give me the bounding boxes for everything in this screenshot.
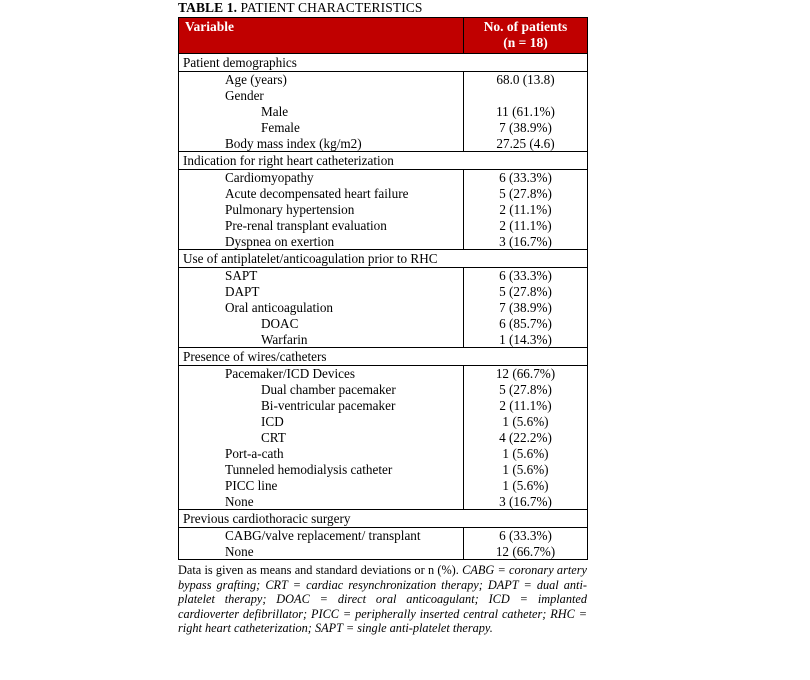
section-header-label: Previous cardiothoracic surgery xyxy=(179,510,588,528)
column-header-variable: Variable xyxy=(179,18,464,54)
row-value-cell: 6 (85.7%) xyxy=(499,316,552,331)
table-row xyxy=(179,202,588,218)
table-row xyxy=(179,88,588,104)
row-value-cell: 7 (38.9%) xyxy=(499,120,552,135)
row-label: Age (years) xyxy=(225,72,287,88)
table-row xyxy=(179,332,588,348)
row-label-cell xyxy=(179,218,464,234)
row-label-cell xyxy=(179,136,464,152)
table-caption xyxy=(178,0,587,17)
row-value-cell: 5 (27.8%) xyxy=(499,284,552,299)
row-label-cell xyxy=(179,462,464,478)
row-label: Port-a-cath xyxy=(225,446,284,461)
table-row xyxy=(179,120,588,136)
section-header-row xyxy=(179,152,588,170)
row-value-cell: 3 (16.7%) xyxy=(464,494,588,510)
table-row xyxy=(179,234,588,250)
table-row xyxy=(179,136,588,152)
row-label: ICD xyxy=(261,414,284,429)
row-label: Female xyxy=(261,120,300,135)
row-value-cell: 3 (16.7%) xyxy=(464,234,588,250)
row-label-cell xyxy=(179,202,464,218)
row-value-cell: 2 (11.1%) xyxy=(499,398,552,413)
row-label: Body mass index (kg/m2) xyxy=(225,135,362,151)
patient-characteristics-table xyxy=(178,17,588,560)
table-caption-number: TABLE 1. xyxy=(178,0,238,15)
row-label-cell xyxy=(179,268,464,284)
section-header-label: Patient demographics xyxy=(179,54,588,72)
row-label: CABG/valve replacement/ transplant xyxy=(225,528,421,544)
row-label-cell xyxy=(179,528,464,544)
row-label-cell xyxy=(179,104,464,120)
table-caption-title: PATIENT CHARACTERISTICS xyxy=(237,0,423,15)
row-label-cell xyxy=(179,300,464,316)
row-label: SAPT xyxy=(225,268,258,284)
footnote-lead: Data is given as means and standard deviations or n (%). xyxy=(178,563,463,577)
table-page xyxy=(178,0,587,636)
row-label: Oral anticoagulation xyxy=(225,300,334,315)
column-header-patients xyxy=(464,18,588,54)
row-label: PICC line xyxy=(225,478,278,493)
row-label: None xyxy=(225,493,254,509)
row-label: None xyxy=(225,543,254,559)
table-row xyxy=(179,366,588,382)
row-label-cell xyxy=(179,478,464,494)
row-label: Tunneled hemodialysis catheter xyxy=(225,462,393,477)
section-header-label: Use of antiplatelet/anticoagulation prior to RHC xyxy=(179,250,588,268)
row-label: Cardiomyopathy xyxy=(225,170,314,186)
table-row xyxy=(179,104,588,120)
table-row xyxy=(179,268,588,284)
table-row xyxy=(179,462,588,478)
table-row xyxy=(179,494,588,510)
section-header-label: Indication for right heart catheterization xyxy=(179,152,588,170)
table-row xyxy=(179,544,588,560)
row-label: Pre-renal transplant evaluation xyxy=(225,218,387,233)
column-header-patients-line1: No. of patients xyxy=(483,19,568,34)
section-header-row xyxy=(179,510,588,528)
row-value-cell: 12 (66.7%) xyxy=(495,366,556,382)
row-label-cell xyxy=(179,430,464,446)
row-value-cell: 12 (66.7%) xyxy=(464,544,588,560)
section-header-row xyxy=(179,54,588,72)
table-row xyxy=(179,446,588,462)
row-value-cell: 1 (14.3%) xyxy=(464,332,588,348)
table-header xyxy=(179,18,588,54)
row-value-cell: 68.0 (13.8) xyxy=(496,72,555,88)
section-header-label: Presence of wires/catheters xyxy=(179,348,588,366)
table-row xyxy=(179,300,588,316)
row-label-cell xyxy=(179,446,464,462)
section-header-row xyxy=(179,250,588,268)
row-label: DAPT xyxy=(225,284,260,299)
table-body xyxy=(179,54,588,560)
row-label: Warfarin xyxy=(261,331,308,347)
row-label: Pulmonary hypertension xyxy=(225,202,355,217)
table-row xyxy=(179,316,588,332)
row-label-cell xyxy=(179,170,464,186)
table-row xyxy=(179,284,588,300)
row-value-cell: 6 (33.3%) xyxy=(499,528,552,544)
row-label-cell xyxy=(179,88,464,104)
row-label-cell xyxy=(179,494,464,510)
table-row xyxy=(179,72,588,88)
row-value-cell: 5 (27.8%) xyxy=(499,186,552,201)
row-label: Gender xyxy=(225,88,264,103)
row-label: Dual chamber pacemaker xyxy=(261,382,396,397)
row-label: DOAC xyxy=(261,316,299,331)
row-label-cell xyxy=(179,234,464,250)
row-value-cell: 1 (5.6%) xyxy=(502,478,549,493)
row-label-cell xyxy=(179,284,464,300)
row-label: Bi-ventricular pacemaker xyxy=(261,398,396,413)
row-label-cell xyxy=(179,72,464,88)
table-row xyxy=(179,478,588,494)
table-row xyxy=(179,414,588,430)
section-header-row xyxy=(179,348,588,366)
row-label-cell xyxy=(179,544,464,560)
table-row xyxy=(179,430,588,446)
row-label-cell xyxy=(179,366,464,382)
row-label: CRT xyxy=(261,430,286,445)
row-label-cell xyxy=(179,316,464,332)
table-row xyxy=(179,170,588,186)
table-footnote xyxy=(178,560,587,636)
row-label-cell xyxy=(179,186,464,202)
column-header-patients-line2: (n = 18) xyxy=(503,35,548,50)
row-value-cell: 1 (5.6%) xyxy=(502,462,549,477)
row-label: Dyspnea on exertion xyxy=(225,233,335,249)
row-label: Pacemaker/ICD Devices xyxy=(225,366,355,382)
table-row xyxy=(179,218,588,234)
row-label-cell xyxy=(179,414,464,430)
footnote-abbreviations: CABG = coronary artery bypass grafting; CRT = cardiac resynchronization therapy; DAPT = dual anti-platelet therapy; DOAC = direct oral anticoagulant; ICD = implanted cardioverter defibrillator; PICC = peripherally inserted central catheter; RHC = right heart catheterization; SAPT = single anti-platelet therapy. xyxy=(178,563,587,636)
row-value-cell: 6 (33.3%) xyxy=(499,268,552,284)
row-value-cell: 27.25 (4.6) xyxy=(464,136,588,152)
row-label: Male xyxy=(261,104,289,119)
table-row xyxy=(179,398,588,414)
row-value-cell: 1 (5.6%) xyxy=(502,414,549,429)
row-label-cell xyxy=(179,382,464,398)
row-value-cell: 7 (38.9%) xyxy=(499,300,552,315)
row-label-cell xyxy=(179,120,464,136)
row-value-cell: 11 (61.1%) xyxy=(496,104,555,119)
row-value-cell: 6 (33.3%) xyxy=(499,170,552,186)
table-row xyxy=(179,382,588,398)
table-row xyxy=(179,186,588,202)
row-label-cell xyxy=(179,332,464,348)
row-value-cell: 2 (11.1%) xyxy=(499,218,552,233)
row-value-cell: 4 (22.2%) xyxy=(499,430,552,445)
table-header-row xyxy=(179,18,588,54)
row-value-cell: 1 (5.6%) xyxy=(502,446,549,461)
row-value-cell: 5 (27.8%) xyxy=(499,382,552,397)
row-label: Acute decompensated heart failure xyxy=(225,186,409,201)
row-label-cell xyxy=(179,398,464,414)
row-value-cell: 2 (11.1%) xyxy=(499,202,552,217)
row-value-cell xyxy=(464,88,588,104)
table-row xyxy=(179,528,588,544)
